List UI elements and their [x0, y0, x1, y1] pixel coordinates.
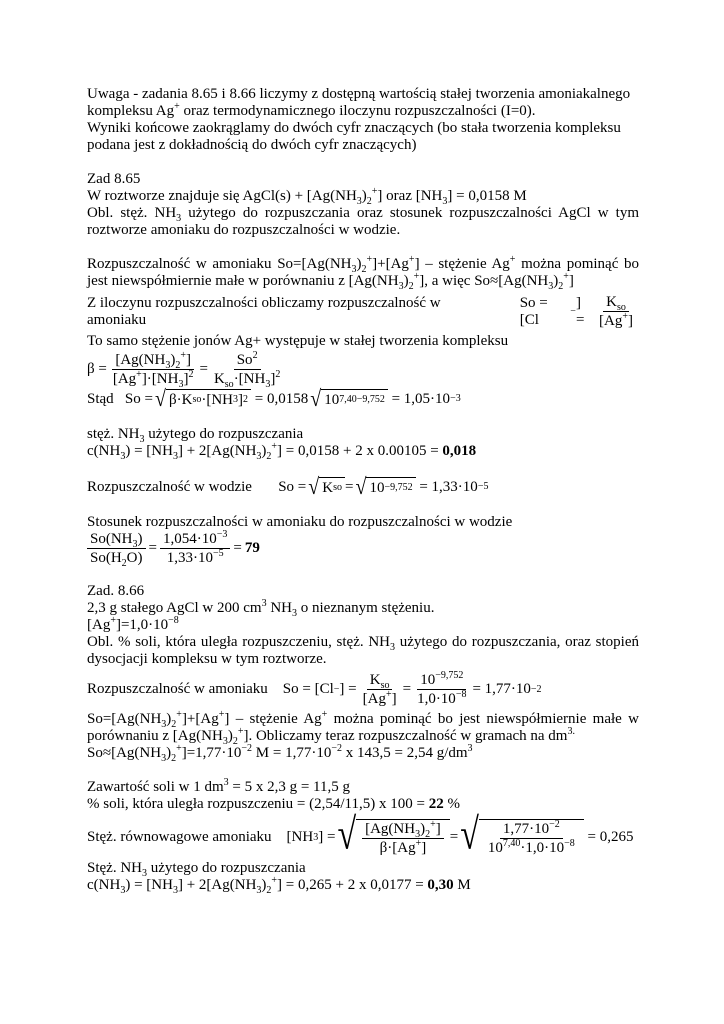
task-866-so-grams: $So\approx[Ag(NH_3)_2^+]=1,77\cdot 10^{-2}$ $M = 1,77\cdot 10^{-2}$ x 143,5 = 2,54 $g/dm^3$ [87, 743, 473, 764]
so-ammonia-formula: Stąd So = √ β·K so ·[NH 3 ] 2 = 0,0158 √ 10 7,40−9,752 = 1,05·10 −3 [87, 386, 461, 412]
task-865-same-conc: To samo stężenie jonów Ag+ występuje w stałej tworzenia kompleksu [87, 333, 509, 349]
task-866-ag: $[Ag^+]=1,0\cdot 10^{-8}$ [87, 615, 179, 633]
intro-line-1: Uwaga - zadania 8.65 i 8.66 liczymy z dostępną wartością stałej tworzenia amoniakalnego [87, 86, 631, 102]
task-866-nh3-result: 0,30 [427, 877, 454, 893]
water-solubility-row: Rozpuszczalność w wodzie So = √ K so = √ 10 −9,752 = 1,33·10 −5 [87, 474, 489, 500]
task-866-nh3-calc: $c(NH_3) = [NH_3] + 2[Ag(NH_3)_2^+] = 0,265 + 2$ x 0,0177 = 0,30 M [87, 875, 471, 896]
task-866-salt-percent: % soli, która uległa rozpuszczeniu = (2,54/11,5) x 100 = 22 % [87, 796, 460, 812]
ratio-heading: Stosunek rozpuszczalności w amoniaku do rozpuszczalności w wodzie [87, 514, 513, 530]
task-865-title: Zad 8.65 [87, 171, 141, 187]
task-866-given: 2,3 g stałego AgCl w 200 $cm^3$ $NH_3$ o nieznanym stężeniu. [87, 598, 435, 619]
task-866-title: Zad. 8.66 [87, 583, 145, 599]
task-866-salt-content: Zawartość soli w 1 $dm^3 = 5$ x 2,3 g = 11,5 g [87, 777, 351, 795]
task-865-given: W roztworze znajduje się AgCl(s) + $[Ag(NH_3)_2^+]$ oraz $[NH_3] = 0,0158$ M [87, 186, 527, 207]
task-865-nh3-result: 0,018 [442, 443, 477, 459]
task-866-question: Obl. % soli, która uległa rozpuszczeniu, stęż. $NH_3$ użytego do rozpuszczania, oraz stopień dysocjacji kompleksu w tym roztworze. [87, 634, 639, 667]
task-865-ksp-row: Z iloczynu rozpuszczalności obliczamy rozpuszczalność w amoniaku So = [Cl − ] = $\frac{K_{so}}{[Ag^+]}$ [87, 294, 639, 329]
intro-line-3: Wyniki końcowe zaokrąglamy do dwóch cyfr znaczących (bo stała tworzenia kompleksu [87, 120, 621, 136]
intro-line-2: kompleksu Ag+ oraz termodynamicznego iloczynu rozpuszczalności (I=0). [87, 101, 536, 119]
task-865-question: Obl. stęż. $NH_3$ użytego do rozpuszczania oraz stosunek rozpuszczalności AgCl w tym roztworze amoniaku do rozpuszczalności w wodzie. [87, 205, 639, 238]
task-865-nh3-heading: stęż. $NH_3$ użytego do rozpuszczania [87, 426, 304, 445]
document-page [87, 86, 639, 894]
task-866-so-note: $So=[Ag(NH_3)_2^+]+[Ag^+]$ – stężenie Ag+ można pominąć bo jest niewspółmiernie małe w porównaniu z $[Ag(NH_3)_2^+]$. Obliczamy teraz rozpuszczalność w gramach na $dm^{3.}$ [87, 709, 639, 747]
task-866-percent-result: 22 [428, 796, 444, 812]
task-865-nh3-calc: $c(NH_3) = [NH_3] + 2[Ag(NH_3)_2^+] = 0,0158 + 2$ x 0.00105 = 0,018 [87, 441, 477, 462]
beta-formula: β = $\frac{[Ag(NH_3)_2^+]}{[Ag^+]\cdot[NH_3]^2}$ = $\frac{So^2}{K_{so}\cdot[NH_3]^2}$ [87, 350, 281, 390]
task-866-solubility-row: Rozpuszczalność w amoniaku So = [Cl − ] = $\frac{K_{so}}{[Ag^+]}$ = $\frac{10^{-9,752}}{1,0\cdot 10^{-8}}$ = 1,77·10 −2 [87, 670, 542, 707]
ksp-formula: So = [Cl − ] = $\frac{K_{so}}{[Ag^+]}$ [519, 294, 633, 329]
task-866-equilibrium-row: Stęż. równowagowe amoniaku [NH 3 ] = √ $\frac{[Ag(NH_3)_2^+]}{\beta\cdot[Ag^+]}$ = √ $\frac{1,77\cdot 10^{-2}}{10^{7,40}\cdot 1,0\cdot 10^{-8}}$ = 0,265 [87, 810, 634, 859]
task-865-solubility-note: Rozpuszczalność w amoniaku $So=[Ag(NH_3)_2^+]+[Ag^+]$ – stężenie Ag+ można pominąć bo jest niewspółmiernie małe w porównaniu z $[Ag(NH_3)_2^+]$, a więc $So\approx[Ag(NH_3)_2^+]$ [87, 254, 639, 292]
task-866-nh3-heading: Stęż. $NH_3$ użytego do rozpuszczania [87, 860, 306, 879]
intro-line-4: podana jest z dokładnością do dwóch cyfr znaczących) [87, 137, 417, 153]
ratio-formula: $\frac{So(NH_3)}{So(H_2O)}$ = $\frac{1,054\cdot 10^{-3}}{1,33\cdot 10^{-5}}$ = 79 [87, 531, 260, 566]
